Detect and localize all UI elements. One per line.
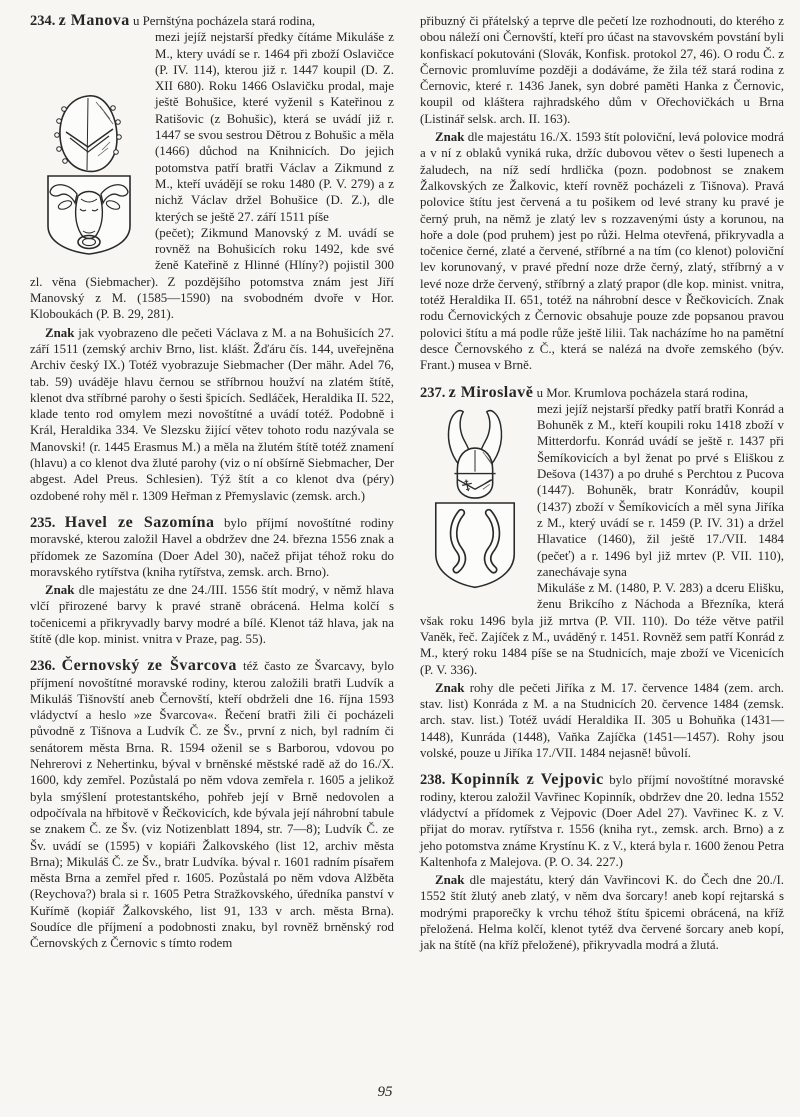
entry-number: 235. bbox=[30, 514, 56, 531]
entry-236-body bbox=[30, 658, 394, 951]
entry-238-body bbox=[420, 772, 784, 870]
entry-235-body bbox=[30, 515, 394, 580]
entry-title: Černovský ze Švarcova bbox=[61, 657, 237, 675]
entry-title: Kopinník z Vejpovic bbox=[450, 771, 604, 789]
entry-234-wrap-text: mezi jejíž nejstarší předky čítáme Mikuláše z M., ktery uvádí se r. 1464 při zboží Oslavičce (P. IV. 114), kterou již r. 1447 koupil (D. Z. XII 680). Roku 1466 Oslavičku prodal, maje ještě Bohušice, které vyženil s Kateřinou z Ratišovic (z Bohušic), která se uvádí již r. 1447 se svou sestrou Dětrou z Bohušic a měla (1466) důchod na Knihnicích. Do jejich potomstva patří bratři Václav a Zikmund z M., kteří uvádějí se roku 1480 (P. V. 279) a z nichž Václav držel Bohušice (D. Z.), dle kterých se ještě 27. září 1511 píše bbox=[155, 30, 394, 224]
entry-237-after-text: Mikuláše z M. (1480, P. V. 283) a dceru Elišku, ženu Brikcího z Náchoda a Březníka, která však roku 1496 byla již mrtva (P. VII. 110). Do téže větve patřil Vaněk, řeč. Zajíček z M., uváděný r. 1451. Rovněž sem patří Konrád z M., který roku 1484 píše se na Studnicích, maje zboží ve Vicenicích (P. V. 336). bbox=[420, 581, 784, 677]
entry-intro: u Mor. Krumlova pocházela stará rodina, bbox=[536, 385, 749, 400]
entry-238-kopinnik bbox=[420, 772, 784, 953]
blazon-label: Znak bbox=[45, 325, 75, 340]
entry-237-blazon bbox=[420, 680, 784, 761]
entry-title: z Manova bbox=[58, 12, 130, 29]
entry-238-blazon bbox=[420, 872, 784, 953]
entry-234-blazon bbox=[30, 325, 394, 504]
entry-235-blazon bbox=[30, 582, 394, 647]
right-column bbox=[420, 13, 784, 954]
blazon-label: Znak bbox=[435, 680, 465, 695]
blazon-text: dle majestátu ze dne 24./III. 1556 štít modrý, v němž hlava vlčí přirozené barvy k pravé straně obrácená. Helma kolčí s točenicemi a přikryvadly barvy modré a bílé. Klenot táž hlava, jak na štítě (dle kop. minist. vnitra v Praze, pag. 55). bbox=[30, 583, 394, 646]
left-column bbox=[30, 13, 394, 954]
blazon-text: dle majestátu 16./X. 1593 štít poloviční, levá polovice modrá a v ní z oblaků vyniká ruka, držíc dubovou větev o šesti lupenech a žaludech, na níž sedí hrdlička (pozn. podobnost se znakem Žalkovských ze Žalkovic, kteří rovněž pocházeli z Tišnova). Pravá polovice štítu jest červená a tu pošikem od levé strany ku pravé je černý pruh, na němž je zlatý lev s rozzavenými ústy a korunou, na hoře a dole (pod pruhem) jest po růži. Helma otevřená, přikryvadla a točenice černé, zlaté a červené, stříbrné a na tím (co klenot) poloviční lev korunovaný, v pravé přední noze drže černý, zlatý, stříbrný a v levé noze drže červený, stříbrný a zlatý prapor (dle kop. minist. vnitra, totéž Heraldika II. 651, totéž na náhrobní desce v Řečkovicích. Znak rodu Černovických z Černovic obsahuje pouze zde popsanou pravou polovici štítu a má podle růže ještě lilii. Tak nacházíme ho na pamětní desce Černovského z Č., která se nalézá na dvoře zemského (býv. Frant.) musea v Brně. bbox=[420, 130, 784, 373]
entry-intro: u Pernštýna pocházela stará rodina, bbox=[132, 14, 316, 28]
entry-236-continuation bbox=[420, 13, 784, 374]
entry-234-after-text: (pečet); Zikmund Manovský z M. uvádí se rovněž na Bohušicích roku 1492, kde své ženě Kateřině z Hlinné (Hlíny?) pojistil 300 zl. věna (Siebmacher). Z pozdějšího potomstva znám jest Jiří Manovský z M. (1585—1590) na svobodném dvoře v Hor. Kloboukách (P. B. 29, 281). bbox=[30, 225, 394, 322]
entry-body-text: též často ze Švarcavy, bylo příjmení novoštítné moravské rodiny, kterou založili bratři Ludvík a Mikuláš Tišnovští aneb Černovští, kteří obdrželi dne 16. října 1593 vládyctví a heslo »ze Švarcova«. Řečení bratři žili či pocházeli původně z Tišnova a Ludvík Č. ze Šv., první z nich, byl radním či senátorem města Brna. R. 1594 oženil se s Barborou, vdovou po Nehrerovi z Nehertinku, býval v brněnské městské radě až do 16./X. 1600, kdy zemřel. Pozůstalá po něm vdova zemřela r. 1605 a jelikož byla smýšlení protestantského, pohřeb její v Brně nedovolen a odpočívala na hřbitově v Řečkovicích, kde bývala její náhrobní tabule se znakem Č. ze Šv. (viz Notizenblatt 1894, str. 7—8); Ludvík Č. ze Šv. uvádí se (1595) v kopiáři Žalkovského (list 12, archiv města Brna); Mikuláš Č. ze Šv., bratr Ludvíka. býval r. 1601 radním písařem města Brna a zemřel před r. 1605. Pozůstalá po něm vdova Alžběta (Reychova?) brala si r. 1605 Petra Stražkovského, úředníka panství v Kuřímě (kopiář Žalkovského, list 91, 133 v arch. města Brna). Soudíce dle příjmení a podobnosti znaku, byl rovněž brněnský rod Černovských z Černovic s tímto rodem bbox=[30, 659, 394, 951]
entry-234-manova bbox=[30, 13, 394, 504]
blazon-text: rohy dle pečeti Jiříka z M. 17. července 1484 (zem. arch. stav. list) Konráda z M. a na Studnicích 20. července 1484 (zemsk. arch. stav. list.) Totéž uvádí Heraldika II. 305 u Bohuňka (1431—1448), Kunráda (1448), Vaňka Zajíčka (1451—1457). Rohy jsou volské, pouze u Jiříka 17./VII. 1484 nejasně! bůvolí. bbox=[420, 680, 784, 761]
blazon-label: Znak bbox=[45, 583, 75, 598]
coat-of-arms-miroslav-illustration bbox=[424, 403, 526, 601]
ox-head-coat-of-arms-icon bbox=[34, 92, 144, 257]
entry-234-first-line bbox=[30, 13, 394, 29]
blazon-text: dle majestátu, který dán Vavřincovi K. do Čech dne 20./I. 1552 štít žlutý aneb zlatý, v něm dva šorcary! aneb kopí rejtarská s modrými praporečky k vrchu téhož štítu špicemi obrácená, na kříž přeložená. Helma kolčí, klenot tytéž dva červené šorcary aneb kopí, jak na štítě (na kříž přeložené), přikryvadla modrá a žlutá. bbox=[420, 873, 784, 953]
entry-237-wrap-text: mezi jejíž nejstarší předky patří bratři Konrád a Bohuněk z M., kteří koupili roku 1418 zboží v Mitterdorfu. Konrád uvádí se ještě r. 1437 při Šemíkovicích a byl ženat po prvé s Eliškou z Dešova (1437) a po druhé s Perchtou z Pucova (1447). Bohuněk, bratr Konrádův, koupil (1437) zboží v Šemíkovicích a měl syna Jiříka z M., který uvádí se r. 1459 (P. IV. 31) a držel Hlavatice (1460), žil ještě 17./VII. 1484 (pečeť) a r. 1496 byl již mrtev (P. VII. 110), zanechávaje syna bbox=[537, 401, 784, 579]
page-number: 95 bbox=[377, 1084, 393, 1100]
buffalo-horns-coat-of-arms-icon bbox=[424, 403, 526, 601]
entry-body-text: bylo příjmí novoštítné rodiny moravské, kterou založil Havel a obdržev dne 24. března 1556 znak a přídomek ze Sazomína (Doer Adel 30), načež přijat téhož roku do moravského rytířstva (kniha rytířstva, zemsk. arch. Brno). bbox=[30, 515, 394, 579]
entry-236-cernovsky bbox=[30, 658, 394, 951]
entry-236-continuation-text: přibuzný či přátelský a teprve dle pečetí lze rozhodnouti, do kterého z obou náleží oni Černovští, kteří pro účast na stavovském povstání byli konfiskací pokutováni (Slovák, Konfisk. protokol 27, 46). O rodu Č. z Černovic promluvíme později a dodáváme, že žila též stará rodina z Černovic, které r. 1436 Janek, syn dobré paměti Hanka z Černovic, koupil od kláštera rajhradského dům v Ořechovičkách u Brna (Listinář selsk. arch. II. 163). bbox=[420, 14, 784, 126]
blazon-text: jak vyobrazeno dle pečeti Václava z M. a na Bohušicích 27. září 1511 (zemský archiv Brno, list. klášt. Žďáru čís. 144, uveřejněna Archiv český IX.) Totéž vyobrazuje Siebmacher (Der mähr. Adel 76, tab. 59) uváděje hlavu černou se stříbrnou houžví na zlatém štítě, klenot dva stříbrné parohy o šesti špicích. Sedláček, Heraldika II. 522, klade tento rod omylem mezi novoštítné a uvádí totéž. Podobně i Král, Heraldika 334. Ve Slezsku žijící větev tohoto rodu nazývala se Manovski! (r. 1445 Erasmus M.) a měla na žlutém štítě totéž znamení (hlavu) a co klenot dva žluté parohy (viz o ní obšírně Siebmacher, Der abgest. Adel Preus. Schlesien). Týž štít a co klenot dva (péry) ozdobené rohy měl r. 1309 Heřman z Přemyslavic (zemsk. arch.) bbox=[30, 325, 394, 503]
entry-title: Havel ze Sazomína bbox=[64, 513, 215, 531]
blazon-label: Znak bbox=[435, 130, 465, 145]
entry-235-sazomin bbox=[30, 515, 394, 647]
entry-title: z Miroslavě bbox=[448, 383, 534, 401]
entry-body-text: bylo příjmí novoštítné moravské rodiny, kterou založil Vavřinec Kopinník, obdržev dne 20. ledna 1552 vládyctví a přídomek z Vejpovic (Doer Adel 27). Vavřinec K. z V. přijat do morav. rytířstva r. 1556 (kniha ryt., zemsk. arch. Brno) a z jeho potomstva známe Krystínu K. z V., která byla r. 1600 ženou Petra Kaltenhofa z Malejova. (P. O. 34. 227.) bbox=[420, 773, 784, 869]
entry-236-blazon bbox=[420, 129, 784, 373]
entry-237-miroslav bbox=[420, 385, 784, 762]
two-column-text bbox=[30, 13, 784, 954]
entry-number: 234. bbox=[30, 13, 56, 29]
entry-number: 237. bbox=[420, 384, 446, 401]
entry-number: 238. bbox=[420, 772, 446, 789]
entry-number: 236. bbox=[30, 658, 56, 675]
coat-of-arms-manova-illustration bbox=[34, 31, 144, 257]
entry-237-first-line bbox=[420, 385, 784, 401]
blazon-label: Znak bbox=[435, 873, 465, 888]
